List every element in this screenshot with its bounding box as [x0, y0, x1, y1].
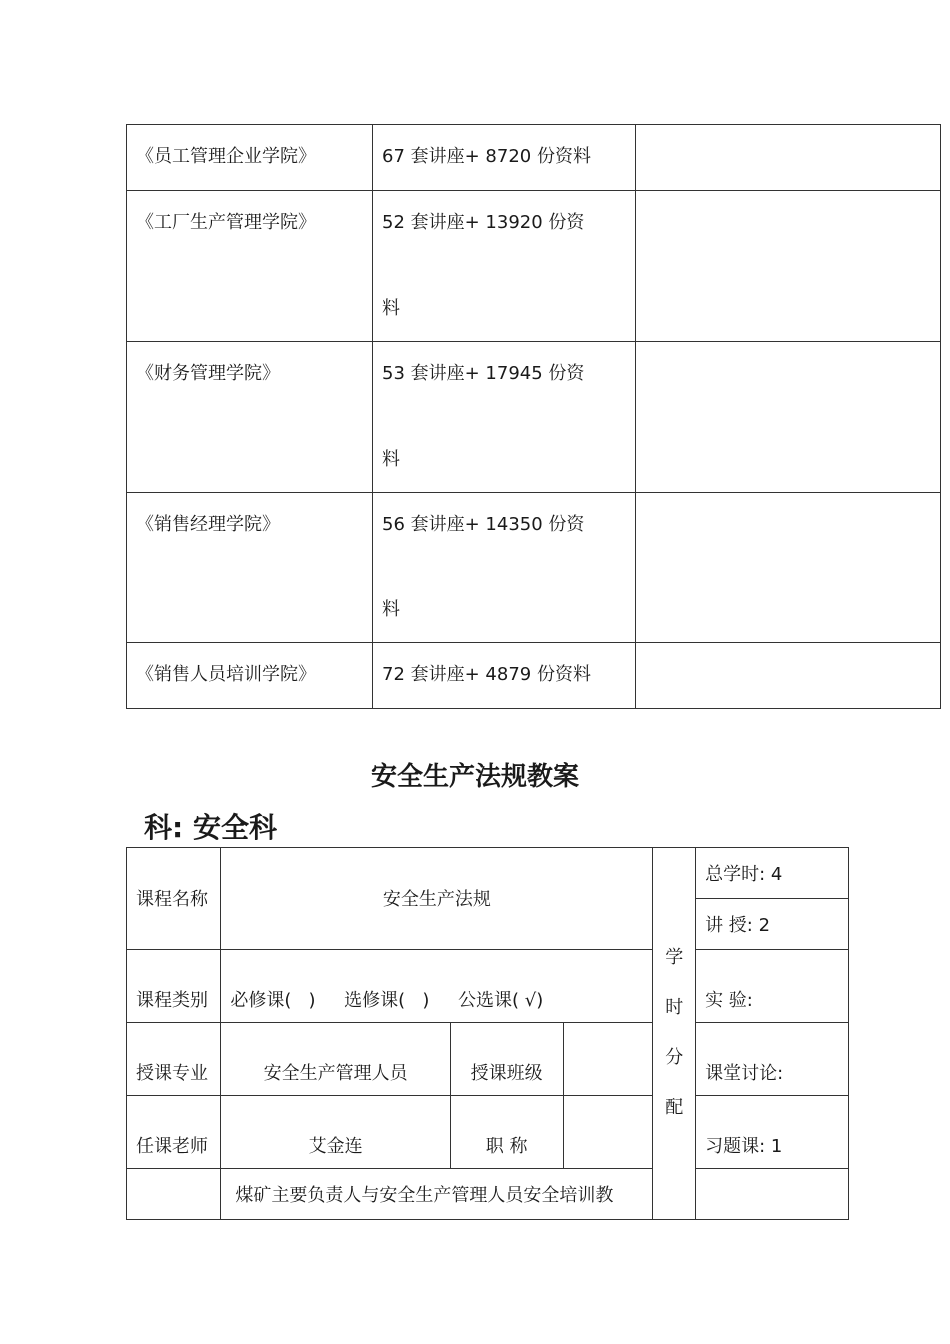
course-type-label: 课程类别: [127, 950, 221, 1023]
resource-table: [126, 124, 941, 709]
resource-count: 52 套讲座+ 13920 份资 料: [373, 191, 636, 342]
resource-note: [636, 643, 941, 709]
course-type-value: 必修课( ) 选修课( ) 公选课( √): [221, 950, 653, 1023]
page-title: 安全生产法规教案: [370, 762, 579, 792]
table-row: [127, 125, 941, 191]
table-row: [127, 493, 941, 643]
teacher-label: 任课老师: [127, 1096, 221, 1169]
experiment-hours: 实 验:: [696, 950, 849, 1023]
table-row: [127, 342, 941, 493]
resource-name: 《工厂生产管理学院》: [127, 191, 373, 342]
class-value: [563, 1023, 653, 1096]
major-value: 安全生产管理人员: [221, 1023, 450, 1096]
resource-name: 《财务管理学院》: [127, 342, 373, 493]
resource-name: 《销售经理学院》: [127, 493, 373, 643]
course-name-value: 安全生产法规: [221, 848, 653, 950]
department-heading: 科: 安全科: [144, 811, 277, 844]
resource-count: 67 套讲座+ 8720 份资料: [373, 125, 636, 191]
resource-note: [636, 342, 941, 493]
teacher-value: 艾金连: [221, 1096, 450, 1169]
resource-note: [636, 493, 941, 643]
total-hours: 总学时: 4: [696, 848, 849, 899]
class-label: 授课班级: [450, 1023, 563, 1096]
material-label: [127, 1169, 221, 1220]
resource-name: 《员工管理企业学院》: [127, 125, 373, 191]
hours-allocation-label: 学 时 分 配: [653, 848, 696, 1220]
resource-name: 《销售人员培训学院》: [127, 643, 373, 709]
rank-value: [563, 1096, 653, 1169]
rank-label: 职 称: [450, 1096, 563, 1169]
lecture-hours: 讲 授: 2: [696, 899, 849, 950]
major-label: 授课专业: [127, 1023, 221, 1096]
table-row: [127, 191, 941, 342]
material-hours: [696, 1169, 849, 1220]
resource-count: 53 套讲座+ 17945 份资 料: [373, 342, 636, 493]
course-name-label: 课程名称: [127, 848, 221, 950]
material-value: 煤矿主要负责人与安全生产管理人员安全培训教: [221, 1169, 653, 1220]
resource-count: 72 套讲座+ 4879 份资料: [373, 643, 636, 709]
exercise-hours: 习题课: 1: [696, 1096, 849, 1169]
resource-note: [636, 191, 941, 342]
resource-note: [636, 125, 941, 191]
course-info-table: [126, 847, 849, 1220]
resource-count: 56 套讲座+ 14350 份资 料: [373, 493, 636, 643]
table-row: [127, 643, 941, 709]
discussion-hours: 课堂讨论:: [696, 1023, 849, 1096]
